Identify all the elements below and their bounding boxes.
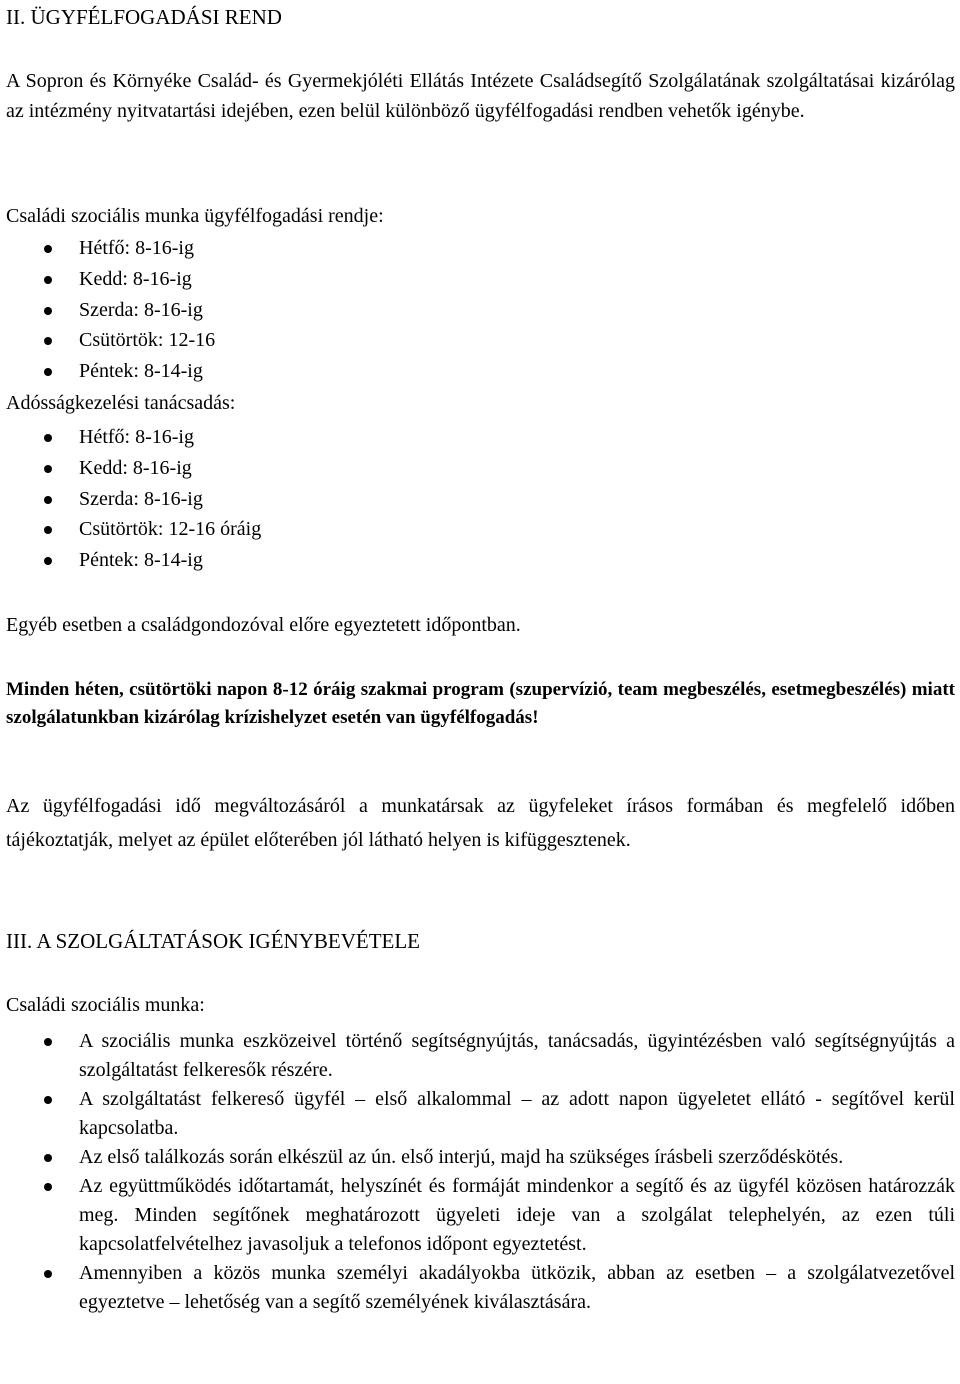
list-item: Péntek: 8-14-ig xyxy=(6,545,261,576)
list-item: Péntek: 8-14-ig xyxy=(6,356,215,387)
weekly-program-notice: Minden héten, csütörtöki napon 8-12 óráig szakmai program (szupervízió, team megbeszélés, esetmegbeszélés) miatt szolgálatunkban kizárólag krízishelyzet esetén van ügyfélfogadás! xyxy=(6,679,955,728)
list-item: Az első találkozás során elkészül az ún. első interjú, majd ha szükséges írásbeli szerződéskötés. xyxy=(6,1143,955,1172)
debt-advice-heading: Adósságkezelési tanácsadás: xyxy=(6,392,236,414)
list-item: Szerda: 8-16-ig xyxy=(6,484,261,515)
family-hours-list xyxy=(6,233,215,387)
debt-hours-list xyxy=(6,422,261,576)
list-item: A szolgáltatást felkereső ügyfél – első alkalommal – az adott napon ügyeletet ellátó - segítővel kerül kapcsolatba. xyxy=(6,1085,955,1143)
list-item: Hétfő: 8-16-ig xyxy=(6,422,261,453)
family-work-heading: Családi szociális munka: xyxy=(6,994,205,1016)
list-item: Csütörtök: 12-16 óráig xyxy=(6,514,261,545)
list-item: Szerda: 8-16-ig xyxy=(6,295,215,326)
list-item: Az együttműködés időtartamát, helyszínét és formáját mindenkor a segítő és az ügyfél közösen határozzák meg. Minden segítőnek meghatározott ügyeleti ideje van a szolgálat telephelyén, az ezen túli kapcsolatfelvételhez javasoljuk a telefonos időpont egyeztetést. xyxy=(6,1172,955,1259)
other-times-note: Egyéb esetben a családgondozóval előre egyeztetett időpontban. xyxy=(6,614,521,636)
family-hours-heading: Családi szociális munka ügyfélfogadási rendje: xyxy=(6,205,384,227)
services-list xyxy=(6,1027,955,1317)
list-item: Amennyiben a közös munka személyi akadályokba ütközik, abban az esetben – a szolgálatvezetővel egyeztetve – lehetőség van a segítő személyének kiválasztására. xyxy=(6,1259,955,1317)
list-item: A szociális munka eszközeivel történő segítségnyújtás, tanácsadás, ügyintézésben való segítségnyújtás a szolgáltatást felkeresők részére. xyxy=(6,1027,955,1085)
hours-change-paragraph: Az ügyfélfogadási idő megváltozásáról a munkatársak az ügyfeleket írásos formában és megfelelő időben tájékoztatják, melyet az épület előterében jól látható helyen is kifüggesztenek. xyxy=(6,795,955,851)
section-title: III. A SZOLGÁLTATÁSOK IGÉNYBEVÉTELE xyxy=(6,929,421,953)
list-item: Kedd: 8-16-ig xyxy=(6,453,261,484)
list-item: Csütörtök: 12-16 xyxy=(6,325,215,356)
list-item: Kedd: 8-16-ig xyxy=(6,264,215,295)
list-item: Hétfő: 8-16-ig xyxy=(6,233,215,264)
intro-paragraph: A Sopron és Környéke Család- és Gyermekjóléti Ellátás Intézete Családsegítő Szolgálatának szolgáltatásai kizárólag az intézmény nyitvatartási idejében, ezen belül különböző ügyfélfogadási rendben vehetők igénybe. xyxy=(6,70,955,122)
section-title: II. ÜGYFÉLFOGADÁSI REND xyxy=(6,5,282,29)
